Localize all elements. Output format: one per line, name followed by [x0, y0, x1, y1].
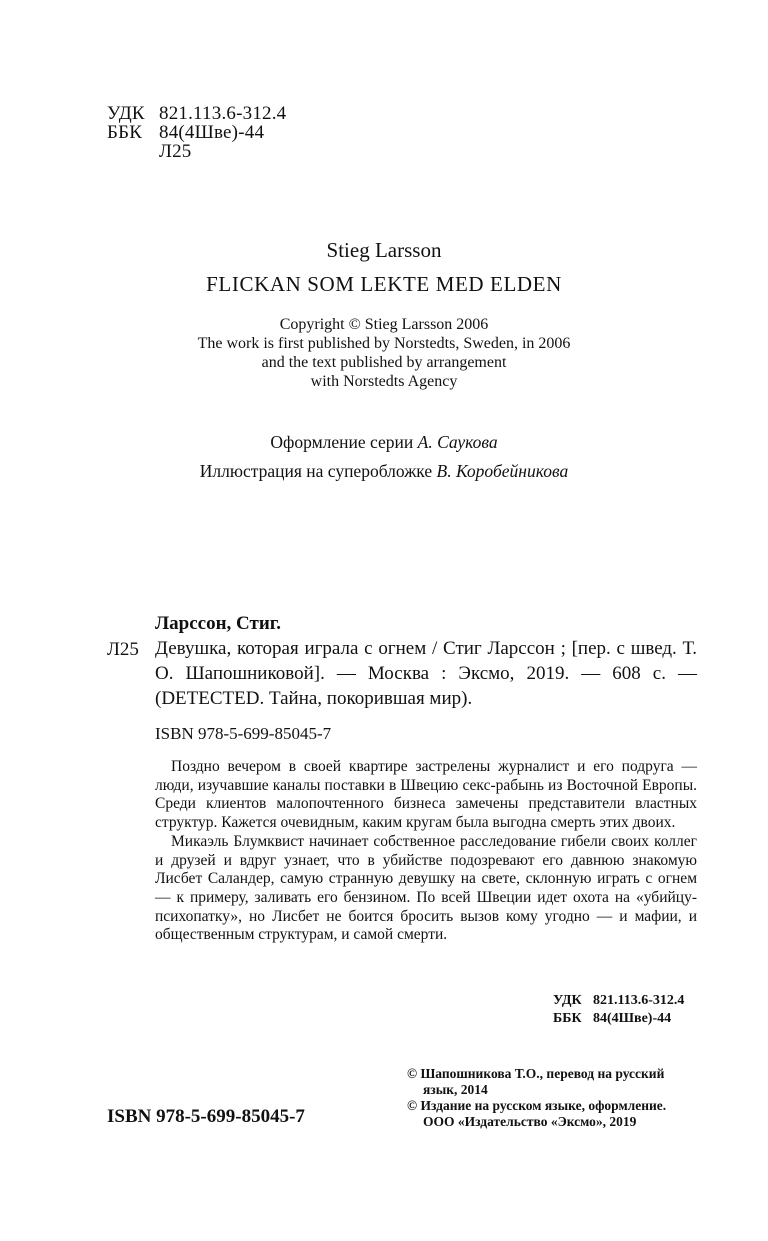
copyright-line: with Norstedts Agency	[310, 373, 458, 390]
catalog-author-heading: Ларссон, Стиг.	[155, 613, 282, 634]
author-mark: Л25	[159, 141, 192, 162]
cover-illustration-label: Иллюстрация на суперобложке	[199, 461, 433, 481]
classification-top	[107, 104, 286, 161]
series-design-name: А. Саукова	[417, 432, 498, 452]
cover-illustration-credit	[0, 461, 768, 482]
udk-line	[553, 992, 684, 1010]
bbk-code: ББК	[553, 1011, 582, 1026]
translation-copyright: © Шапошникова Т.О., перевод на русский язык, 2014	[407, 1066, 665, 1097]
rights-block	[407, 1066, 699, 1130]
original-author: Stieg Larsson	[326, 238, 442, 262]
bbk-code: ББК	[107, 122, 143, 143]
copyright-line: Copyright © Stieg Larsson 2006	[279, 316, 489, 333]
cover-illustration-name: В. Коробейникова	[436, 461, 569, 481]
udk-value: 821.113.6-312.4	[159, 103, 287, 124]
bbk-value: 84(4Шве)-44	[593, 1011, 672, 1026]
isbn-bottom: ISBN 978-5-699-85045-7	[107, 1106, 305, 1127]
bbk-line	[107, 123, 286, 142]
edition-copyright: © Издание на русском языке, оформление. ООО «Издательство «Эксмо», 2019	[407, 1098, 667, 1129]
original-title: FLICKAN SOM LEKTE MED ELDEN	[206, 272, 562, 296]
catalog-isbn: ISBN 978-5-699-85045-7	[155, 724, 332, 743]
series-design-credit	[0, 432, 768, 453]
author-mark-line	[107, 142, 286, 161]
catalog-entry: Девушка, которая играла с огнем / Стиг Ларссон ; [пер. с швед. Т. О. Шапошниковой]. — Москва : Эксмо, 2019. — 608 с. — (DETECTED. Тайна, покорившая мир).	[155, 638, 697, 709]
copyright-block	[0, 315, 768, 391]
udk-code: УДК	[107, 103, 145, 124]
annotation-paragraph: Поздно вечером в своей квартире застрелены журналист и его подруга — люди, изучавшие каналы поставки в Швецию секс-рабынь из Восточной Европы. Среди клиентов малопочтенного бизнеса замечены представители властных структур. Кажется очевидным, каким кругам была выгодна смерть этих двоих.	[155, 758, 697, 832]
annotation-paragraph: Микаэль Блумквист начинает собственное расследование гибели своих коллег и друзей и вдруг узнает, что в убийстве подозревают его давнюю знакомую Лисбет Саландер, самую странную девушку на свете, склонную играть с огнем — к примеру, заливать его бензином. По всей Швеции идет охота на «убийцу-психопатку», но Лисбет не боится бросить вызов кому угодно — и мафии, и общественным структурам, и самой смерти.	[155, 832, 697, 944]
annotation	[155, 758, 697, 945]
copyright-line: The work is first published by Norstedts, Sweden, in 2006	[197, 335, 571, 352]
udk-code: УДК	[553, 993, 582, 1008]
classification-bottom	[553, 992, 684, 1028]
udk-line	[107, 104, 286, 123]
catalog-author-mark: Л25	[107, 639, 139, 660]
copyright-line: and the text published by arrangement	[261, 354, 507, 371]
bbk-line	[553, 1010, 684, 1028]
bbk-value: 84(4Шве)-44	[159, 122, 265, 143]
udk-value: 821.113.6-312.4	[593, 993, 685, 1008]
series-design-label: Оформление серии	[270, 432, 414, 452]
